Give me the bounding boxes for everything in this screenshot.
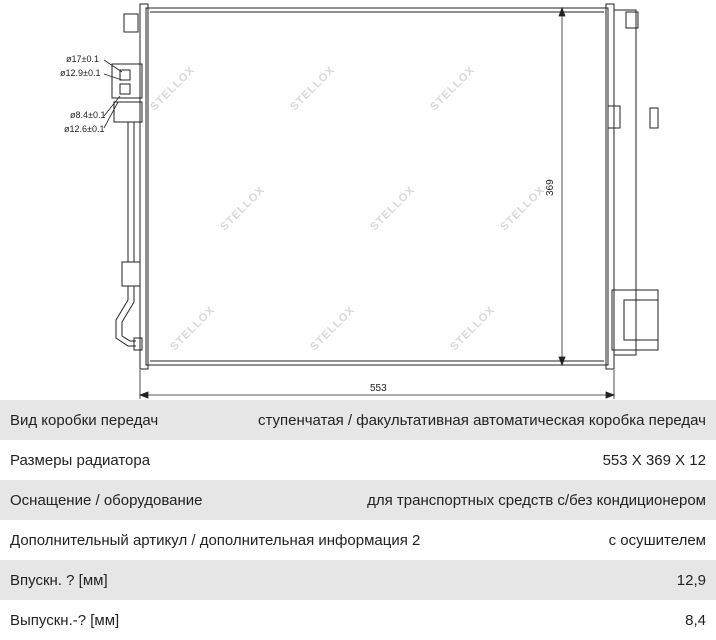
callout-inlet-inner-diameter: ø12.9±0.1 — [60, 68, 101, 78]
watermark-text: STELLOX — [498, 183, 548, 234]
spec-row-gearbox — [0, 400, 716, 440]
spec-value: с осушителем — [608, 531, 706, 549]
spec-label: Впускн. ? [мм] — [10, 571, 108, 589]
watermark-text: STELLOX — [288, 63, 338, 114]
watermark-text: STELLOX — [218, 183, 268, 234]
watermark-text: STELLOX — [148, 63, 198, 114]
spec-label: Оснащение / оборудование — [10, 491, 203, 509]
spec-row-equipment — [0, 480, 716, 520]
watermark-text: STELLOX — [448, 303, 498, 354]
callout-outlet-outer-diameter: ø12.6±0.1 — [64, 124, 105, 134]
spec-label: Размеры радиатора — [10, 451, 151, 469]
spec-value: 12,9 — [676, 571, 706, 589]
spec-label: Выпускн.-? [мм] — [10, 611, 120, 629]
spec-row-outlet — [0, 600, 716, 640]
height-dimension-line — [556, 8, 568, 365]
spec-row-inlet — [0, 560, 716, 600]
spec-label: Вид коробки передач — [10, 411, 159, 429]
spec-value: ступенчатая / факультативная автоматическая коробка передач — [257, 411, 706, 429]
spec-row-additional-info — [0, 520, 716, 560]
callout-inlet-outer-diameter: ø17±0.1 — [66, 54, 99, 64]
height-dimension-label: 369 — [545, 179, 556, 196]
receiver-drier — [608, 10, 658, 355]
spec-value: 553 X 369 X 12 — [602, 451, 706, 469]
spec-label: Дополнительный артикул / дополнительная информация 2 — [10, 531, 421, 549]
watermark-text: STELLOX — [308, 303, 358, 354]
inlet-outlet-fittings — [112, 14, 142, 350]
spec-value: 8,4 — [685, 611, 706, 629]
watermark-text: STELLOX — [428, 63, 478, 114]
specs-table — [0, 400, 716, 640]
watermark-text: STELLOX — [368, 183, 418, 234]
callout-outlet-inner-diameter: ø8.4±0.1 — [70, 110, 106, 120]
width-dimension-label: 553 — [370, 383, 387, 394]
watermark-layer — [148, 64, 547, 353]
callout-leaders — [104, 60, 122, 128]
spec-row-dimensions — [0, 440, 716, 480]
spec-value: для транспортных средств с/без кондиционером — [367, 491, 706, 509]
watermark-text: STELLOX — [168, 303, 218, 354]
